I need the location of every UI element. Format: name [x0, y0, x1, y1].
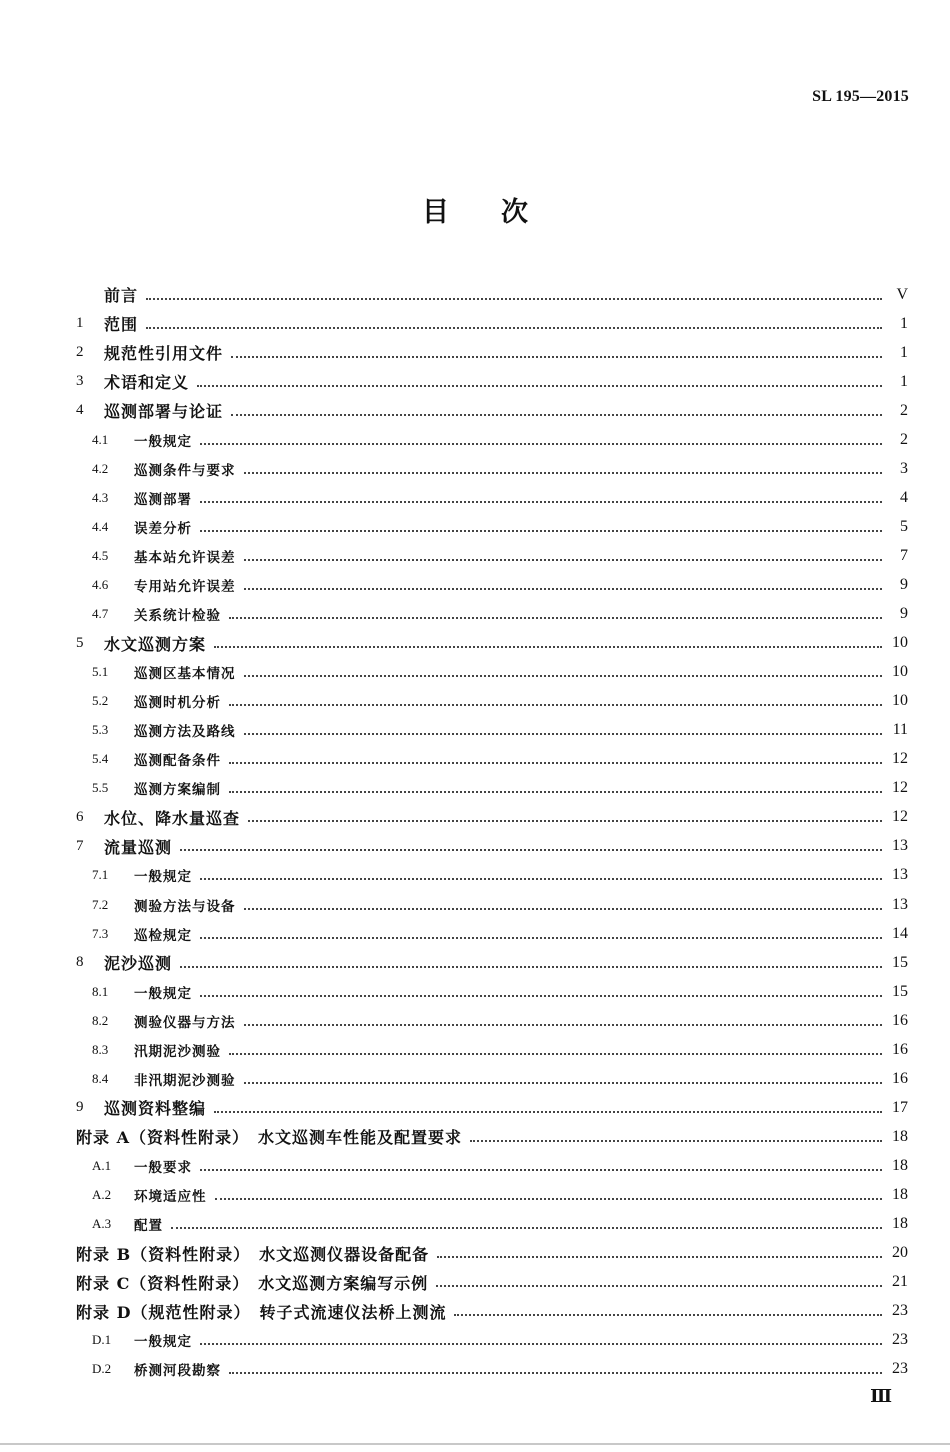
toc-entry-page: 13 — [892, 866, 908, 884]
toc-dot-leader — [470, 1140, 882, 1142]
toc-entry[interactable] — [76, 1268, 908, 1297]
toc-entry-number: 7.1 — [92, 867, 109, 883]
toc-dot-leader — [171, 1227, 882, 1229]
toc-entry-page: 15 — [892, 953, 908, 971]
toc-entry-page: 16 — [892, 1040, 908, 1058]
toc-entry-number: 9 — [76, 1099, 84, 1116]
toc-entry[interactable] — [76, 803, 908, 832]
toc-entry-number: 7.2 — [92, 896, 109, 912]
toc-entry-label: 巡检规定 — [134, 927, 192, 944]
toc-dot-leader — [244, 472, 883, 474]
toc-entry-page: 12 — [892, 779, 908, 797]
toc-entry-label: 关系统计检验 — [134, 608, 221, 625]
toc-entry-label: 流量巡测 — [104, 837, 173, 857]
toc-entry[interactable] — [76, 977, 908, 1006]
toc-entry[interactable] — [76, 425, 908, 454]
toc-entry-number: 8 — [76, 954, 84, 971]
toc-dot-leader — [229, 617, 882, 619]
toc-entry-label: 附录 D（规范性附录） 转子式流速仪法桥上测流 — [76, 1302, 447, 1322]
title-char-1: 目 — [422, 197, 449, 228]
toc-entry-label: 前言 — [104, 286, 139, 306]
toc-entry[interactable] — [76, 890, 908, 919]
toc-entry-label: 一般规定 — [134, 433, 192, 450]
toc-entry-label: 一般规定 — [134, 1334, 192, 1351]
toc-entry-label: 巡测部署与论证 — [104, 402, 224, 422]
toc-entry-label: 基本站允许误差 — [134, 549, 236, 566]
toc-entry-number: 5 — [76, 634, 84, 651]
toc-dot-leader — [244, 559, 883, 561]
toc-entry-label: 水文巡测方案 — [104, 634, 207, 654]
toc-dot-leader — [231, 414, 882, 416]
toc-entry[interactable] — [76, 1064, 908, 1093]
toc-entry-number: 4.4 — [92, 518, 109, 534]
toc-entry-label: 巡测资料整编 — [104, 1099, 207, 1119]
toc-entry[interactable] — [76, 774, 908, 803]
toc-dot-leader — [244, 733, 883, 735]
toc-entry[interactable] — [76, 1151, 908, 1180]
toc-entry-label: 桥测河段勘察 — [134, 1363, 221, 1380]
toc-dot-leader — [231, 356, 882, 358]
toc-entry-label: 巡测方案编制 — [134, 782, 221, 799]
toc-dot-leader — [200, 995, 882, 997]
toc-entry-page: 20 — [892, 1244, 908, 1262]
toc-entry-label: 巡测条件与要求 — [134, 462, 236, 479]
toc-entry-label: 水位、降水量巡查 — [104, 808, 241, 828]
toc-entry[interactable] — [76, 600, 908, 629]
toc-entry[interactable] — [76, 309, 908, 338]
toc-entry[interactable] — [76, 1035, 908, 1064]
toc-entry-page: 5 — [900, 517, 908, 535]
toc-entry-label: 配置 — [134, 1218, 163, 1235]
toc-entry-label: 巡测方法及路线 — [134, 724, 236, 741]
toc-entry-label: 泥沙巡测 — [104, 954, 173, 974]
toc-entry-number: 4.1 — [92, 431, 109, 447]
toc-entry-page: 18 — [892, 1215, 908, 1233]
toc-entry-label: 一般要求 — [134, 1159, 192, 1176]
toc-entry-number: A.2 — [92, 1186, 112, 1202]
toc-entry[interactable] — [76, 1180, 908, 1209]
toc-entry-number: 1 — [76, 315, 84, 332]
toc-entry-label: 汛期泥沙测验 — [134, 1043, 221, 1060]
table-of-contents — [76, 280, 908, 1384]
toc-entry-label: 一般规定 — [134, 869, 192, 886]
toc-entry[interactable] — [76, 396, 908, 425]
toc-entry-page: 13 — [892, 895, 908, 913]
toc-dot-leader — [200, 530, 882, 532]
toc-entry-page: 1 — [900, 314, 908, 332]
toc-entry-label: 巡测配备条件 — [134, 753, 221, 770]
toc-entry-label: 巡测区基本情况 — [134, 666, 236, 683]
toc-dot-leader — [200, 1343, 882, 1345]
toc-entry[interactable] — [76, 367, 908, 396]
toc-dot-leader — [244, 1082, 883, 1084]
toc-entry-number: A.3 — [92, 1216, 112, 1232]
toc-dot-leader — [229, 762, 882, 764]
toc-entry[interactable] — [76, 1297, 908, 1326]
toc-dot-leader — [200, 443, 882, 445]
toc-dot-leader — [436, 1285, 882, 1287]
toc-entry-label: 一般规定 — [134, 985, 192, 1002]
toc-entry-label: 巡测部署 — [134, 491, 192, 508]
toc-entry-number: 3 — [76, 373, 84, 390]
toc-entry-number: 8.3 — [92, 1041, 109, 1057]
toc-entry[interactable] — [76, 541, 908, 570]
toc-entry-number: 2 — [76, 344, 84, 361]
toc-dot-leader — [248, 820, 882, 822]
toc-entry-page: 12 — [892, 750, 908, 768]
toc-entry[interactable] — [76, 1239, 908, 1268]
toc-entry[interactable] — [76, 832, 908, 861]
toc-entry-page: 10 — [892, 692, 908, 710]
toc-dot-leader — [244, 1024, 883, 1026]
toc-entry-number: 7.3 — [92, 925, 109, 941]
toc-entry-number: 4.3 — [92, 489, 109, 505]
toc-entry-page: 4 — [900, 488, 908, 506]
toc-entry[interactable] — [76, 716, 908, 745]
toc-entry-label: 非汛期泥沙测验 — [134, 1072, 236, 1089]
toc-entry[interactable] — [76, 1326, 908, 1355]
toc-entry-page: 21 — [892, 1273, 908, 1291]
toc-entry-page: 23 — [892, 1360, 908, 1378]
toc-dot-leader — [197, 385, 882, 387]
toc-entry-number: 5.3 — [92, 722, 109, 738]
toc-dot-leader — [146, 327, 882, 329]
toc-entry[interactable] — [76, 1210, 908, 1239]
toc-entry-page: V — [896, 285, 908, 303]
toc-entry-label: 附录 C（资料性附录） 水文巡测方案编写示例 — [76, 1273, 429, 1293]
toc-dot-leader — [229, 1372, 882, 1374]
toc-dot-leader — [215, 1198, 883, 1200]
page-number: Ⅲ — [870, 1386, 892, 1406]
toc-entry-page: 14 — [892, 924, 908, 942]
toc-entry[interactable] — [76, 338, 908, 367]
toc-entry[interactable] — [76, 861, 908, 890]
toc-dot-leader — [200, 501, 882, 503]
toc-entry-label: 专用站允许误差 — [134, 578, 236, 595]
toc-entry[interactable] — [76, 483, 908, 512]
toc-dot-leader — [244, 675, 883, 677]
toc-entry-number: 4 — [76, 402, 84, 419]
toc-dot-leader — [180, 966, 882, 968]
toc-entry-number: 8.2 — [92, 1012, 109, 1028]
toc-entry-page: 9 — [900, 605, 908, 623]
toc-entry-page: 17 — [892, 1098, 908, 1116]
toc-entry-number: 7 — [76, 837, 84, 854]
toc-dot-leader — [214, 1111, 882, 1113]
toc-entry-label: 附录 A（资料性附录） 水文巡测车性能及配置要求 — [76, 1128, 462, 1148]
toc-entry[interactable] — [76, 280, 908, 309]
toc-entry-page: 3 — [900, 459, 908, 477]
toc-entry-page: 10 — [892, 663, 908, 681]
toc-entry[interactable] — [76, 658, 908, 687]
toc-dot-leader — [200, 878, 882, 880]
toc-entry-number: D.1 — [92, 1332, 112, 1348]
toc-entry-page: 10 — [892, 634, 908, 652]
toc-entry-page: 23 — [892, 1331, 908, 1349]
toc-entry[interactable] — [76, 1122, 908, 1151]
toc-entry[interactable] — [76, 454, 908, 483]
toc-entry[interactable] — [76, 1093, 908, 1122]
toc-entry[interactable] — [76, 745, 908, 774]
toc-dot-leader — [229, 791, 882, 793]
toc-dot-leader — [180, 849, 882, 851]
toc-entry[interactable] — [76, 919, 908, 948]
toc-dot-leader — [244, 588, 883, 590]
toc-entry[interactable] — [76, 1355, 908, 1384]
toc-dot-leader — [229, 704, 882, 706]
toc-entry-label: 测验方法与设备 — [134, 898, 236, 915]
toc-dot-leader — [229, 1053, 882, 1055]
toc-entry[interactable] — [76, 512, 908, 541]
toc-entry[interactable] — [76, 948, 908, 977]
toc-entry-number: 5.1 — [92, 664, 109, 680]
toc-entry[interactable] — [76, 629, 908, 658]
toc-entry-page: 18 — [892, 1127, 908, 1145]
toc-entry-page: 2 — [900, 401, 908, 419]
toc-entry-page: 1 — [900, 343, 908, 361]
toc-entry-label: 巡测时机分析 — [134, 695, 221, 712]
toc-entry-page: 23 — [892, 1302, 908, 1320]
toc-entry-label: 附录 B（资料性附录） 水文巡测仪器设备配备 — [76, 1244, 430, 1264]
toc-entry-page: 2 — [900, 430, 908, 448]
toc-dot-leader — [200, 937, 882, 939]
toc-entry-number: 4.2 — [92, 460, 109, 476]
toc-entry-page: 13 — [892, 837, 908, 855]
toc-entry[interactable] — [76, 687, 908, 716]
toc-entry-page: 12 — [892, 808, 908, 826]
toc-entry-page: 18 — [892, 1156, 908, 1174]
toc-dot-leader — [214, 646, 882, 648]
toc-entry-label: 测验仪器与方法 — [134, 1014, 236, 1031]
toc-entry-number: 6 — [76, 808, 84, 825]
toc-entry-number: 5.2 — [92, 693, 109, 709]
toc-dot-leader — [146, 298, 882, 300]
toc-entry-page: 16 — [892, 1011, 908, 1029]
toc-entry-label: 范围 — [104, 315, 139, 335]
toc-entry-number: 4.5 — [92, 547, 109, 563]
toc-dot-leader — [244, 908, 883, 910]
title-char-2: 次 — [501, 197, 528, 228]
toc-entry-number: 5.4 — [92, 751, 109, 767]
toc-entry[interactable] — [76, 1006, 908, 1035]
toc-entry-number: A.1 — [92, 1157, 112, 1173]
toc-entry-page: 16 — [892, 1069, 908, 1087]
toc-entry-label: 规范性引用文件 — [104, 344, 224, 364]
toc-entry-label: 环境适应性 — [134, 1188, 207, 1205]
toc-entry[interactable] — [76, 570, 908, 599]
toc-entry-number: 8.1 — [92, 983, 109, 999]
toc-entry-page: 9 — [900, 575, 908, 593]
toc-entry-number: D.2 — [92, 1361, 112, 1377]
toc-entry-label: 误差分析 — [134, 520, 192, 537]
page-title — [0, 190, 950, 229]
toc-entry-page: 15 — [892, 982, 908, 1000]
toc-entry-page: 7 — [900, 546, 908, 564]
toc-dot-leader — [454, 1314, 882, 1316]
toc-entry-page: 18 — [892, 1185, 908, 1203]
toc-dot-leader — [437, 1256, 882, 1258]
toc-entry-page: 11 — [892, 721, 908, 739]
toc-entry-number: 4.6 — [92, 576, 109, 592]
toc-entry-page: 1 — [900, 372, 908, 390]
toc-entry-label: 术语和定义 — [104, 373, 190, 393]
toc-entry-number: 8.4 — [92, 1070, 109, 1086]
toc-dot-leader — [200, 1169, 882, 1171]
toc-entry-number: 5.5 — [92, 780, 109, 796]
scan-edge-divider — [0, 1443, 950, 1445]
toc-entry-number: 4.7 — [92, 606, 109, 622]
document-code: SL 195—2015 — [812, 88, 909, 105]
